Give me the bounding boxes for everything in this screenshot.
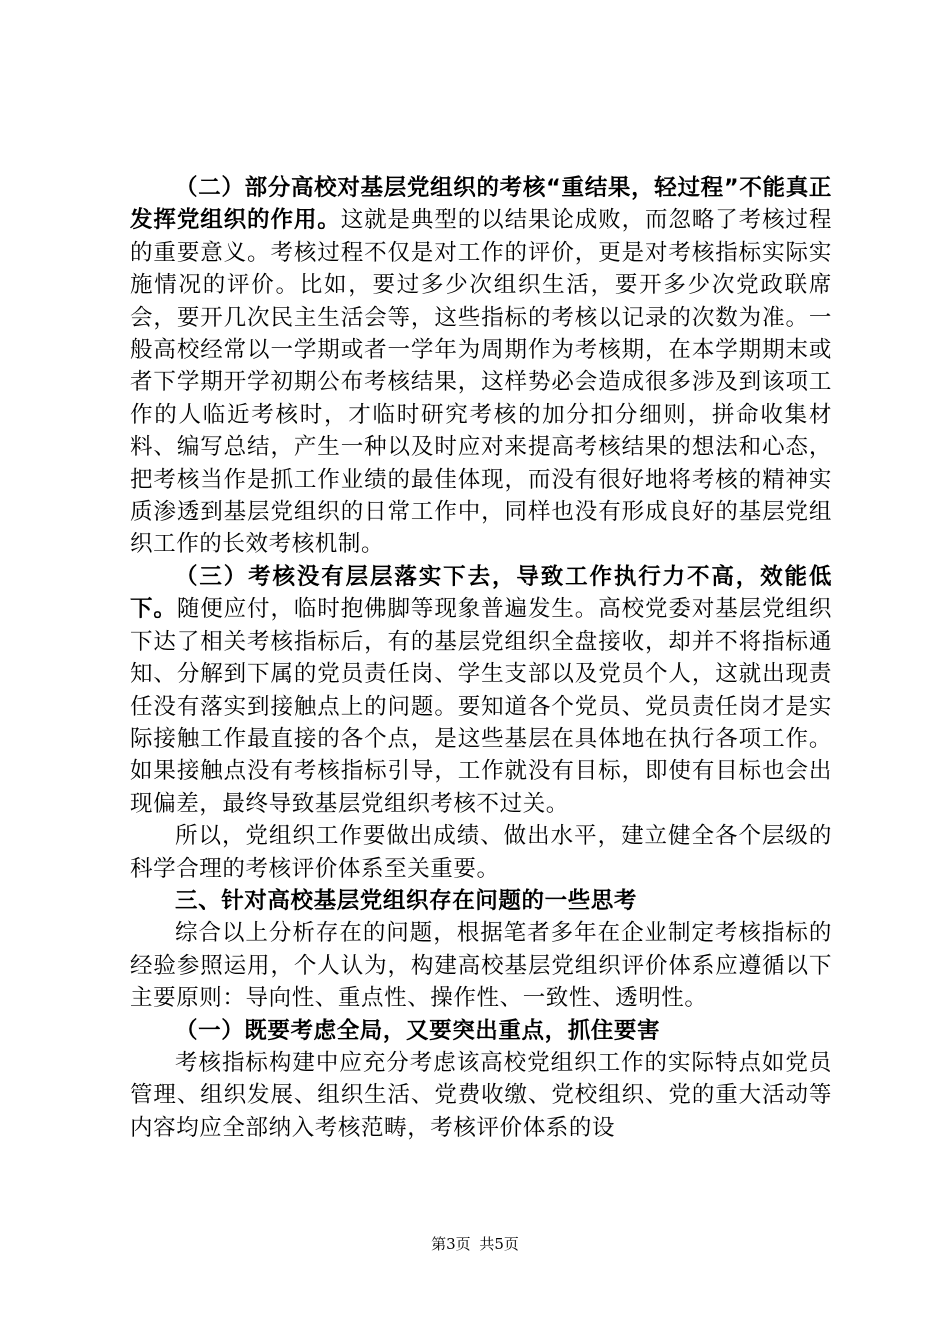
page-number: 第3页: [431, 1235, 471, 1253]
paragraph-heading: （二）部分高校对基层党组织的考核“重结果，轻过程”不能真正发挥党组织的作用。: [130, 175, 832, 234]
paragraph-text: 随便应付，临时抱佛脚等现象普遍发生。高校党委对基层党组织下达了相关考核指标后，有的基层党组织全盘接收，却并不将指标通知、分解到下属的党员责任岗、学生支部以及党员个人，这就出现责任没有落实到接触点上的问题。要知道各个党员、党员责任岗才是实际接触工作最直接的各个点，是这些基层在具体地在执行各项工作。如果接触点没有考核指标引导，工作就没有目标，即使有目标也会出现偏差，最终导致基层党组织考核不过关。: [130, 596, 832, 817]
subsection-heading-text: （一）既要考虑全局，又要突出重点，抓住要害: [175, 1017, 661, 1044]
section-heading-text: 三、针对高校基层党组织存在问题的一些思考: [175, 887, 638, 914]
paragraph-text: 这就是典型的以结果论成败，而忽略了考核过程的重要意义。考核过程不仅是对工作的评价，更是对考核指标实际实施情况的评价。比如，要过多少次组织生活，要开多少次党政联席会，要开几次民主生活会等，这些指标的考核以记录的次数为准。一般高校经常以一学期或者一学年为周期作为考核期，在本学期期末或者下学期开学初期公布考核结果，这样势必会造成很多涉及到该项工作的人临近考核时，才临时研究考核的加分扣分细则，拼命收集材料、编写总结，产生一种以及时应对来提高考核结果的想法和心态，把考核当作是抓工作业绩的最佳体现，而没有很好地将考核的精神实质渗透到基层党组织的日常工作中，同样也没有形成良好的基层党组织工作的长效考核机制。: [130, 207, 833, 558]
paragraph-text: 考核指标构建中应充分考虑该高校党组织工作的实际特点如党员管理、组织发展、组织生活、党费收缴、党校组织、党的重大活动等内容均应全部纳入考核范畴，考核评价体系的设: [130, 1049, 832, 1141]
paragraph-2-2: [130, 172, 832, 561]
paragraph-principles: [130, 917, 832, 1014]
document-body: [130, 172, 832, 1144]
section-heading-3: [130, 885, 832, 917]
paragraph-heading: （三）考核没有层层落实下去，导致工作执行力不高，效能低下。: [130, 563, 832, 623]
page-footer: [0, 1233, 950, 1254]
paragraph-3-1: [130, 1047, 832, 1144]
paragraph-conclusion: [130, 820, 832, 885]
subsection-heading-3-1: [130, 1015, 832, 1047]
paragraph-text: 综合以上分析存在的问题，根据笔者多年在企业制定考核指标的经验参照运用，个人认为，构建高校基层党组织评价体系应遵循以下主要原则：导向性、重点性、操作性、一致性、透明性。: [130, 920, 832, 1012]
paragraph-2-3: [130, 561, 832, 820]
page-total: 共5页: [479, 1235, 519, 1253]
paragraph-text: 所以，党组织工作要做出成绩、做出水平，建立健全各个层级的科学合理的考核评价体系至关重要。: [130, 823, 832, 882]
